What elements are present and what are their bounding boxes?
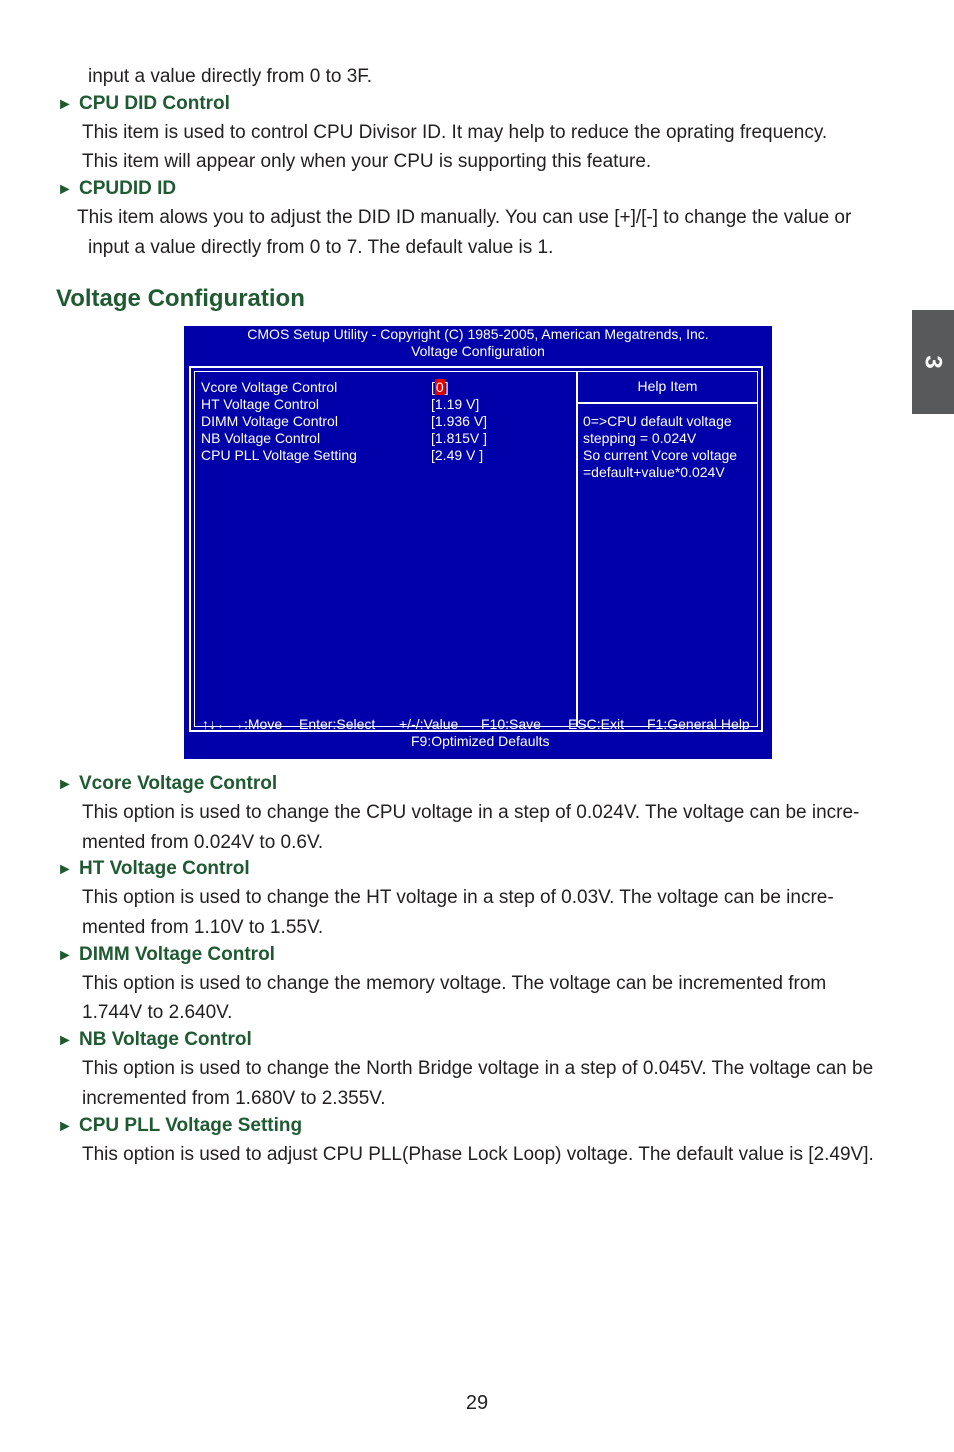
bullet-arrow-icon: ► [57,96,73,113]
bios-item-value[interactable]: [1.936 V] [431,413,488,429]
bios-item-label: HT Voltage Control [201,396,320,412]
page-number: 29 [465,1392,489,1414]
bios-item-nb-voltage-control[interactable] [201,430,571,447]
bullet-arrow-icon: ► [57,1118,73,1135]
section-heading-vcore-voltage-control [57,773,277,796]
bullet-arrow-icon: ► [57,1032,73,1049]
paragraph-line: This option is used to change the North Bridge voltage in a step of 0.045V. The voltage can be [82,1058,874,1079]
bios-item-label: DIMM Voltage Control [201,413,338,429]
bios-item-value[interactable]: [1.19 V] [431,396,480,412]
bios-frame [189,366,763,732]
bios-header-page-title: Voltage Configuration [411,343,545,359]
bios-divider [576,372,578,726]
bios-item-value[interactable]: [2.49 V ] [431,447,484,463]
footer-key-value: +/-/:Value [399,716,459,732]
bracket-close: ] [444,379,449,395]
section-heading-cpu-pll-voltage-setting [57,1115,302,1138]
paragraph-line: input a value directly from 0 to 7. The default value is 1. [88,237,554,258]
paragraph-line: This option is used to change the CPU voltage in a step of 0.024V. The voltage can be incre- [82,802,860,823]
bios-item-value[interactable]: [1.815V ] [431,430,488,446]
section-heading-cpu-did-control [57,93,230,116]
bios-item-cpu-pll-voltage-setting[interactable] [201,447,571,464]
section-title: Voltage Configuration [56,285,305,312]
section-heading-dimm-voltage-control [57,944,275,967]
bullet-arrow-icon: ► [57,861,73,878]
bullet-arrow-icon: ► [57,947,73,964]
paragraph-line: mented from 1.10V to 1.55V. [82,917,324,938]
paragraph-line: This item alows you to adjust the DID ID manually. You can use [+]/[-] to change the value or [77,207,852,228]
bios-item-vcore-voltage-control[interactable] [201,379,571,396]
help-text-line: =default+value*0.024V [583,464,725,480]
footer-key-select: Enter:Select [299,716,376,732]
bios-item-ht-voltage-control[interactable] [201,396,571,413]
bios-item-label: NB Voltage Control [201,430,321,446]
footer-key-move: ↑↓←→:Move [202,716,283,732]
footer-key-optimized-defaults: F9:Optimized Defaults [411,733,550,749]
help-text-line: 0=>CPU default voltage [583,413,732,429]
footer-key-general-help: F1:General Help [647,716,750,732]
section-heading-label: CPU DID Control [79,93,230,114]
section-heading-cpudid-id [57,178,176,201]
help-divider [578,402,757,404]
footer-key-save: F10:Save [481,716,541,732]
paragraph-line: This option is used to change the memory voltage. The voltage can be incremented from [82,973,827,994]
bios-screen [184,326,772,759]
section-heading-label: CPUDID ID [79,178,177,199]
help-item-title: Help Item [637,378,698,394]
section-heading-nb-voltage-control [57,1029,252,1052]
section-heading-label: CPU PLL Voltage Setting [79,1115,303,1136]
bracket-open: [ [431,379,435,395]
bullet-arrow-icon: ► [57,776,73,793]
bullet-arrow-icon: ► [57,181,73,198]
bios-item-label: CPU PLL Voltage Setting [201,447,357,463]
bios-item-value[interactable] [431,379,449,396]
bios-header-copyright: CMOS Setup Utility - Copyright (C) 1985-2005, American Megatrends, Inc. [247,326,709,342]
bios-item-label: Vcore Voltage Control [201,379,338,395]
section-heading-label: Vcore Voltage Control [79,773,278,794]
paragraph-line: This option is used to change the HT voltage in a step of 0.03V. The voltage can be incre- [82,887,834,908]
bios-header [184,326,772,360]
section-heading-label: DIMM Voltage Control [79,944,275,965]
chapter-tab [912,310,954,414]
paragraph-line: This option is used to adjust CPU PLL(Phase Lock Loop) voltage. The default value is [2.49V]. [82,1144,874,1165]
paragraph-line: This item is used to control CPU Divisor ID. It may help to reduce the oprating frequency. [82,122,828,143]
bios-inner-frame [194,371,758,727]
selected-value[interactable]: 0 [435,379,444,395]
paragraph-line: 1.744V to 2.640V. [82,1002,233,1023]
paragraph-line: mented from 0.024V to 0.6V. [82,832,324,853]
intro-line: input a value directly from 0 to 3F. [88,66,373,87]
help-text-line: stepping = 0.024V [583,430,697,446]
bios-item-dimm-voltage-control[interactable] [201,413,571,430]
paragraph-line: incremented from 1.680V to 2.355V. [82,1088,386,1109]
section-heading-ht-voltage-control [57,858,250,881]
paragraph-line: This item will appear only when your CPU is supporting this feature. [82,151,652,172]
section-heading-label: NB Voltage Control [79,1029,252,1050]
footer-key-exit: ESC:Exit [568,716,625,732]
chapter-number: 3 [919,355,947,369]
section-heading-label: HT Voltage Control [79,858,250,879]
help-text-line: So current Vcore voltage [583,447,738,463]
